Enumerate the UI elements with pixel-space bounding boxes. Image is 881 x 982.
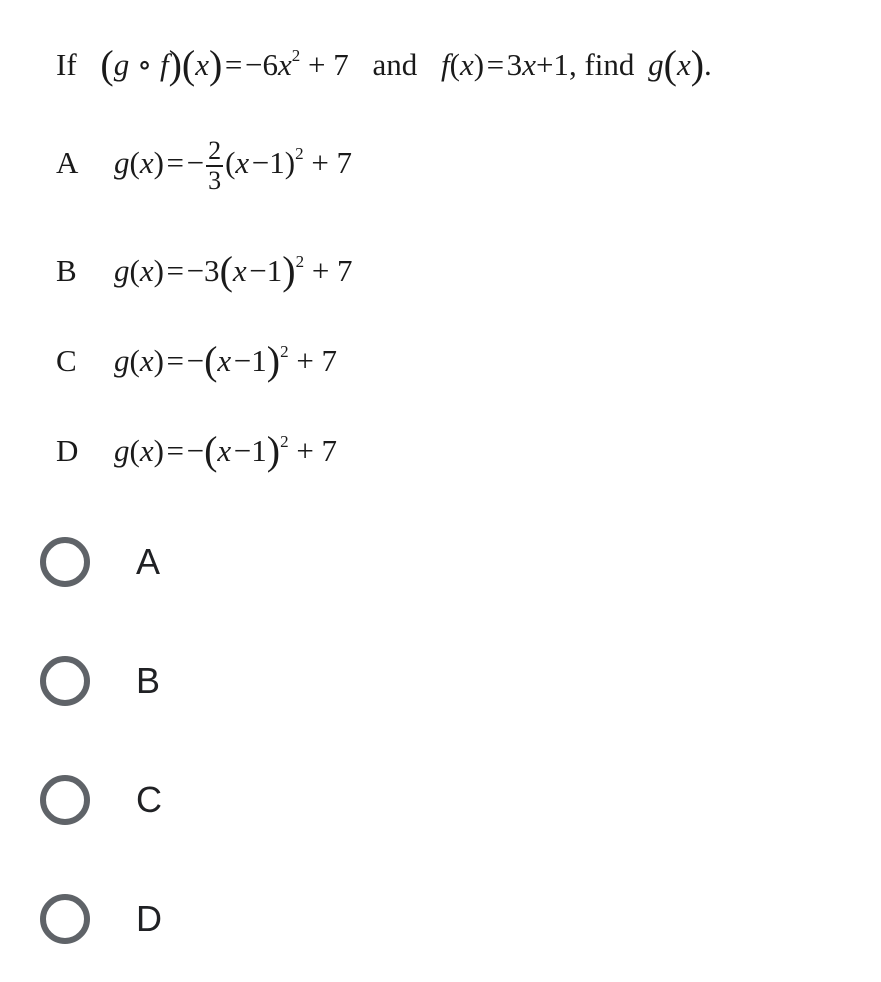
radio-button-icon[interactable]	[40, 537, 90, 587]
option-b: B g(x) = −3(x −1)$^2$ + 7	[56, 236, 353, 297]
choice-c[interactable]	[40, 770, 440, 830]
option-c-letter: C	[56, 343, 77, 378]
choice-d[interactable]	[40, 889, 440, 949]
radio-button-icon[interactable]	[40, 894, 90, 944]
choice-b[interactable]	[40, 651, 440, 711]
option-a-letter: A	[56, 145, 79, 180]
question-if-word: If	[56, 47, 77, 82]
option-d-letter: D	[56, 433, 79, 468]
option-c: C g(x) = −(x −1)$^2$ + 7	[56, 326, 337, 387]
option-b-letter: B	[56, 253, 77, 288]
choice-label: B	[136, 660, 161, 701]
choice-label: A	[136, 541, 161, 582]
choice-a[interactable]	[40, 532, 440, 592]
radio-button-icon[interactable]	[40, 656, 90, 706]
question-find-word: , find	[568, 47, 635, 82]
radio-button-icon[interactable]	[40, 775, 90, 825]
option-d: D g(x) = −(x −1)$^2$ + 7	[56, 416, 337, 477]
question-text: If (g ∘ f)(x) = $-6x^2 + 7$ and f(x) = 3x+1, find g(x).	[56, 42, 712, 87]
choice-label: C	[136, 779, 162, 820]
question-and-word: and	[372, 47, 418, 82]
choice-label: D	[136, 898, 162, 939]
option-a-fraction: $\frac{2}{3}$	[208, 135, 222, 195]
option-a: A g(x) = − $\frac{2}{3}$ (x −1)$^2$ + 7	[56, 135, 353, 195]
